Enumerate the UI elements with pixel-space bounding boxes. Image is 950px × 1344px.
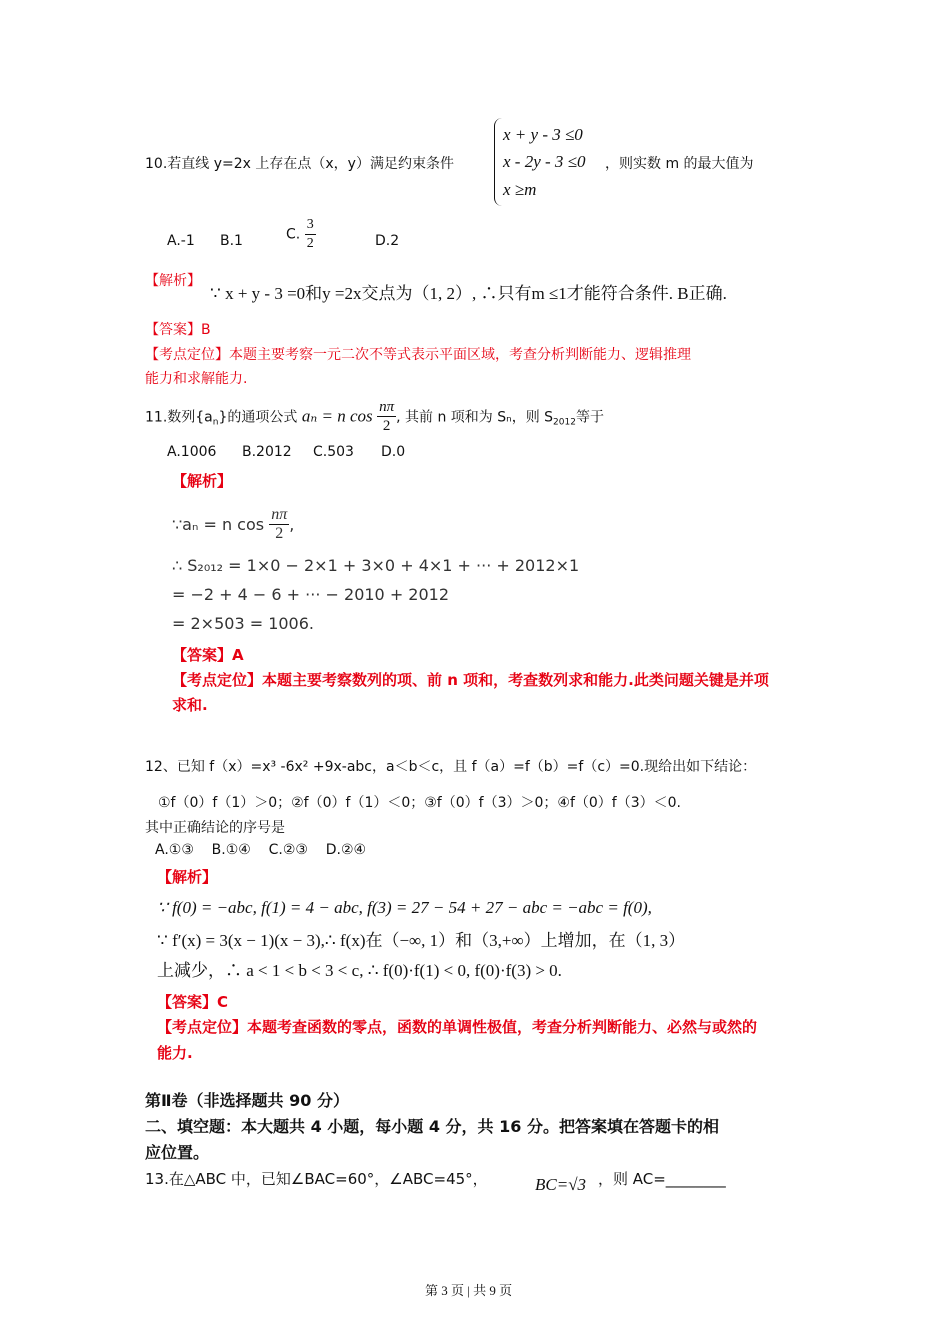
q12-ask: 其中正确结论的序号是 bbox=[145, 820, 285, 836]
q12-sol3: 上减少，∴ a < 1 < b < 3 < c, ∴ f(0)·f(1) < 0, f(0)·f(3) > 0. bbox=[157, 961, 562, 980]
q11-answer: 【答案】A bbox=[172, 646, 244, 664]
q13-ask: ，则 AC=________ bbox=[598, 1170, 726, 1188]
q13-stem: 13.在△ABC 中，已知∠BAC=60°，∠ABC=45°， bbox=[145, 1170, 488, 1188]
q11-opt-d: D.0 bbox=[381, 444, 406, 460]
q11-sol1 bbox=[172, 506, 294, 543]
q10-opt-c-den: 2 bbox=[306, 236, 314, 251]
q11-stem-sub: n bbox=[212, 417, 219, 428]
q10-jiexi-text: ∵ x + y - 3 =0和y =2x交点为（1, 2）, ∴只有m ≤1才能符合条件. B正确. bbox=[210, 284, 727, 303]
q10-answer: 【答案】B bbox=[145, 322, 211, 338]
part2-section-line1: 二、填空题：本大题共 4 小题，每小题 4 分，共 16 分。把答案填在答题卡的相 bbox=[145, 1117, 719, 1136]
q12-kaodian-1: 【考点定位】本题考查函数的零点，函数的单调性极值，考查分析判断能力、必然与或然的 bbox=[157, 1018, 758, 1036]
q11-kaodian-1: 【考点定位】本题主要考察数列的项、前 n 项和，考查数列求和能力.此类问题关键是并项 bbox=[172, 671, 769, 689]
q13-bc: BC=√3 bbox=[535, 1175, 587, 1194]
q11-sol1-den: 2 bbox=[275, 525, 284, 542]
q11-stem-b: }的通项公式 bbox=[218, 409, 298, 426]
q11-sol1-text: ∵aₙ = n cos bbox=[172, 515, 265, 534]
q12-sol2: ∵ f′(x) = 3(x − 1)(x − 3),∴ f(x)在（−∞, 1）和（3,+∞）上增加，在（1, 3） bbox=[157, 931, 686, 950]
q11-opt-c: C.503 bbox=[313, 444, 354, 460]
q11-sol4: = 2×503 = 1006. bbox=[172, 614, 314, 633]
q11-frac-den: 2 bbox=[382, 418, 391, 434]
q12-sol1: ∵ f(0) = −abc, f(1) = 4 − abc, f(3) = 27 − 54 + 27 − abc = −abc = f(0), bbox=[157, 898, 652, 917]
q11-sol2: ∴ S₂₀₁₂ = 1×0 − 2×1 + 3×0 + 4×1 + ··· + 2012×1 bbox=[172, 556, 580, 575]
q11-opt-b: B.2012 bbox=[242, 444, 292, 460]
q10-opt-c-label: C. bbox=[286, 226, 301, 243]
q11-kaodian-2: 求和. bbox=[172, 696, 208, 714]
q10-opt-d: D.2 bbox=[375, 233, 400, 249]
q10-jiexi-label: 【解析】 bbox=[145, 273, 201, 289]
q11-stem bbox=[145, 398, 604, 435]
q12-kaodian-2: 能力. bbox=[157, 1044, 193, 1062]
q12-answer: 【答案】C bbox=[157, 993, 229, 1011]
q11-sol1-fraction bbox=[269, 506, 289, 543]
q10-opt-a: A.-1 bbox=[167, 233, 195, 249]
q10-opt-c bbox=[286, 216, 316, 253]
q10-cond2: x - 2y - 3 ≤0 bbox=[503, 152, 586, 171]
q11-stem-sub2: 2012 bbox=[553, 417, 576, 428]
q11-formula: aₙ = n cos bbox=[301, 406, 373, 426]
q11-stem-c: , 其前 n 项和为 Sₙ，则 S bbox=[396, 409, 554, 426]
q10-kaodian-2: 能力和求解能力. bbox=[145, 371, 248, 387]
q10-opt-c-fraction bbox=[305, 216, 316, 253]
q10-ask: ，则实数 m 的最大值为 bbox=[605, 156, 754, 172]
q11-frac-num: nπ bbox=[379, 399, 395, 415]
q11-sol1-num: nπ bbox=[271, 506, 288, 523]
q10-opt-b: B.1 bbox=[220, 233, 243, 249]
part2-title: 第Ⅱ卷（非选择题共 90 分） bbox=[145, 1091, 349, 1110]
q11-stem-a: 11.数列{a bbox=[145, 409, 213, 426]
page-footer: 第 3 页 | 共 9 页 bbox=[425, 1283, 513, 1298]
q10-stem: 10.若直线 y=2x 上存在点（x，y）满足约束条件 bbox=[145, 156, 454, 172]
q11-fraction bbox=[377, 398, 396, 435]
q10-kaodian-1: 【考点定位】本题主要考察一元二次不等式表示平面区域，考查分析判断能力、逻辑推理 bbox=[145, 347, 691, 363]
q12-conclusions: ①f（0）f（1）＞0；②f（0）f（1）＜0；③f（0）f（3）＞0；④f（0）f（3）＜0. bbox=[158, 795, 681, 811]
q10-opt-c-num: 3 bbox=[305, 216, 316, 235]
q11-sol3: = −2 + 4 − 6 + ··· − 2010 + 2012 bbox=[172, 585, 450, 604]
part2-section-line2: 应位置。 bbox=[145, 1143, 210, 1162]
q11-jiexi-label: 【解析】 bbox=[172, 472, 233, 490]
q11-opt-a: A.1006 bbox=[167, 444, 217, 460]
constraint-brace bbox=[494, 118, 503, 206]
q11-stem-d: 等于 bbox=[575, 409, 604, 426]
q12-jiexi-label: 【解析】 bbox=[157, 868, 218, 886]
q12-options: A.①③ B.①④ C.②③ D.②④ bbox=[155, 842, 367, 858]
q11-sol1-end: , bbox=[289, 515, 295, 534]
q10-cond1: x + y - 3 ≤0 bbox=[503, 125, 583, 144]
q12-stem: 12、已知 f（x）=x³ -6x² +9x-abc，a＜b＜c，且 f（a）=f（b）=f（c）=0.现给出如下结论： bbox=[145, 759, 757, 775]
q10-cond3: x ≥m bbox=[503, 180, 537, 199]
